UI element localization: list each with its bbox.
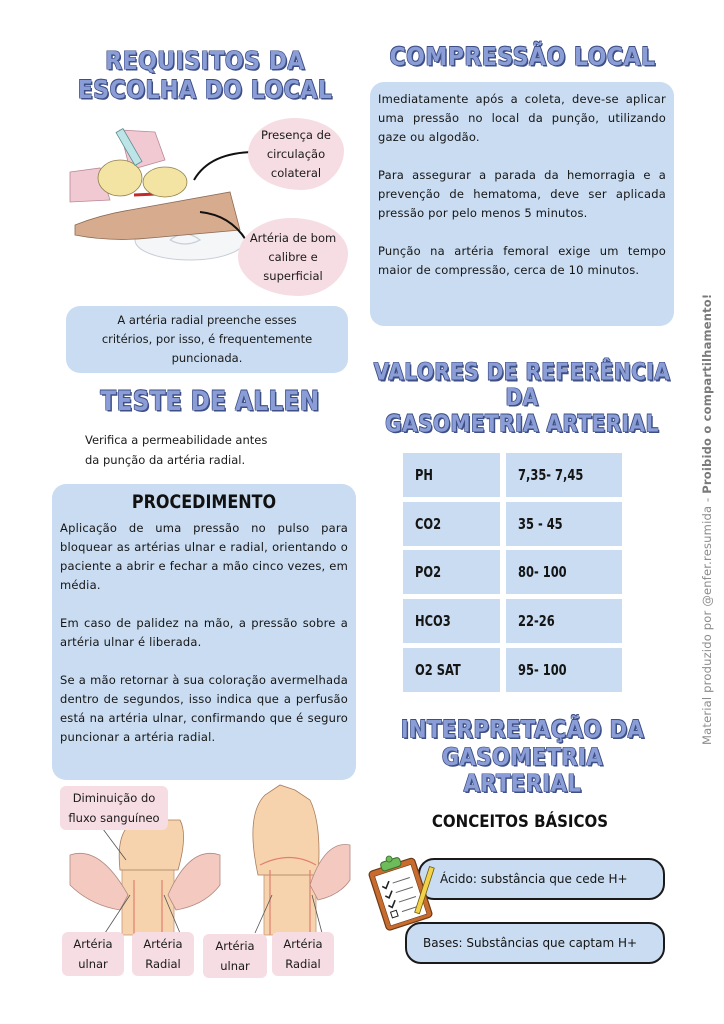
value-text: 35 - 45 — [518, 515, 563, 533]
referencia-title-line2: GASOMETRIA ARTERIAL — [385, 409, 659, 437]
requisitos-title-line1: REQUISITOS DA — [105, 47, 305, 76]
value-text: 95- 100 — [518, 661, 567, 679]
procedimento-text — [60, 519, 348, 747]
concept-text: Bases: Substâncias que captam H+ — [423, 936, 638, 950]
label-line: circulação — [266, 146, 326, 161]
allen-intro-line: Verifica a permeabilidade antes — [85, 433, 268, 447]
label-left-arteria-radial — [132, 932, 194, 976]
param-text: CO2 — [415, 515, 442, 533]
compressao-title: COMPRESSÃO LOCAL — [389, 43, 656, 72]
label-line: calibre e — [268, 249, 318, 264]
radial-note-box — [66, 306, 348, 373]
radial-note-line: critérios, por isso, é frequentemente — [101, 332, 313, 346]
label-right-arteria-radial — [272, 932, 334, 976]
interpretacao-title-line1: INTERPRETAÇÃO DA — [400, 715, 645, 744]
table-cell-param — [403, 453, 500, 497]
label-line: fluxo sanguíneo — [68, 811, 160, 825]
referencia-title — [368, 359, 676, 436]
label-left-arteria-ulnar — [62, 932, 124, 976]
compressao-paragraph: Para assegurar a parada da hemorragia e a prevenção de hematoma, deve ser aplicada pressão por pelo menos 5 minutos. — [378, 168, 666, 220]
label-line: Artéria — [215, 939, 255, 953]
table-cell-param — [403, 599, 500, 643]
clipboard-checklist-icon — [364, 852, 444, 932]
label-line: Artéria — [283, 937, 323, 951]
allen-title: TESTE DE ALLEN — [100, 386, 320, 417]
label-arteria-calibre — [238, 218, 348, 296]
param-text: PO2 — [415, 563, 442, 581]
label-line: Diminuição do — [72, 791, 156, 805]
radial-note-line: A artéria radial preenche esses — [117, 313, 297, 327]
referencia-title-line1: VALORES DE REFERÊNCIA DA — [373, 357, 671, 412]
procedimento-title: PROCEDIMENTO — [131, 490, 277, 513]
label-line: Radial — [285, 957, 321, 971]
label-line: Artéria — [73, 937, 113, 951]
radial-note-line: puncionada. — [171, 351, 243, 365]
label-right-arteria-ulnar — [203, 934, 267, 978]
compressao-paragraph: Punção na artéria femoral exige um tempo maior de compressão, cerca de 10 minutos. — [378, 244, 666, 277]
interpretacao-title-line2: GASOMETRIA ARTERIAL — [441, 742, 604, 798]
interpretacao-title — [380, 717, 665, 798]
requisitos-title — [70, 48, 340, 105]
compressao-box — [370, 82, 674, 326]
value-text: 7,35- 7,45 — [518, 466, 584, 484]
label-line: Artéria de bom — [249, 230, 337, 245]
table-cell-param — [403, 648, 500, 692]
label-line: superficial — [263, 268, 323, 283]
label-line: Radial — [145, 957, 181, 971]
compressao-text — [378, 90, 666, 280]
table-cell-value — [506, 550, 622, 594]
conceitos-basicos-heading: CONCEITOS BÁSICOS — [431, 810, 609, 832]
value-text: 80- 100 — [518, 563, 567, 581]
label-line: ulnar — [220, 959, 250, 973]
requisitos-title-line2: ESCOLHA DO LOCAL — [77, 75, 333, 105]
table-cell-value — [506, 502, 622, 546]
label-line: ulnar — [78, 957, 108, 971]
compressao-paragraph: Imediatamente após a coleta, deve-se aplicar uma pressão no local da punção, utilizando gaze ou algodão. — [378, 92, 666, 144]
table-cell-value — [506, 453, 622, 497]
param-text: HCO3 — [415, 612, 451, 630]
allen-intro — [85, 430, 345, 470]
value-text: 22-26 — [518, 612, 555, 630]
table-cell-value — [506, 599, 622, 643]
procedimento-paragraph: Se a mão retornar à sua coloração avermelhada dentro de segundos, isso indica que a perfusão está na artéria ulnar, confirmando que é seguro puncionar a artéria radial. — [60, 673, 348, 744]
label-line: Artéria — [143, 937, 183, 951]
watermark-normal: Material produzido por @enfer.resumida - — [700, 493, 714, 745]
watermark-bold: Proibido o compartilhamento! — [700, 293, 714, 494]
label-line: colateral — [270, 165, 322, 180]
label-circulacao-colateral — [248, 118, 344, 190]
concept-bases — [405, 922, 665, 964]
procedimento-paragraph: Aplicação de uma pressão no pulso para bloquear as artérias ulnar e radial, orientando o paciente a abrir e fechar a mão cinco vezes, em média. — [60, 521, 348, 592]
procedimento-box — [52, 484, 356, 780]
table-cell-param — [403, 550, 500, 594]
concept-acido — [418, 858, 665, 900]
label-diminuicao-fluxo — [60, 786, 168, 830]
label-line: Presença de — [260, 127, 332, 142]
concept-text: Ácido: substância que cede H+ — [440, 872, 628, 886]
procedimento-paragraph: Em caso de palidez na mão, a pressão sobre a artéria ulnar é liberada. — [60, 616, 348, 649]
table-cell-value — [506, 648, 622, 692]
param-text: PH — [415, 466, 434, 484]
table-cell-param — [403, 502, 500, 546]
allen-intro-line: da punção da artéria radial. — [85, 453, 246, 467]
param-text: O2 SAT — [415, 661, 461, 679]
watermark — [700, 294, 714, 745]
